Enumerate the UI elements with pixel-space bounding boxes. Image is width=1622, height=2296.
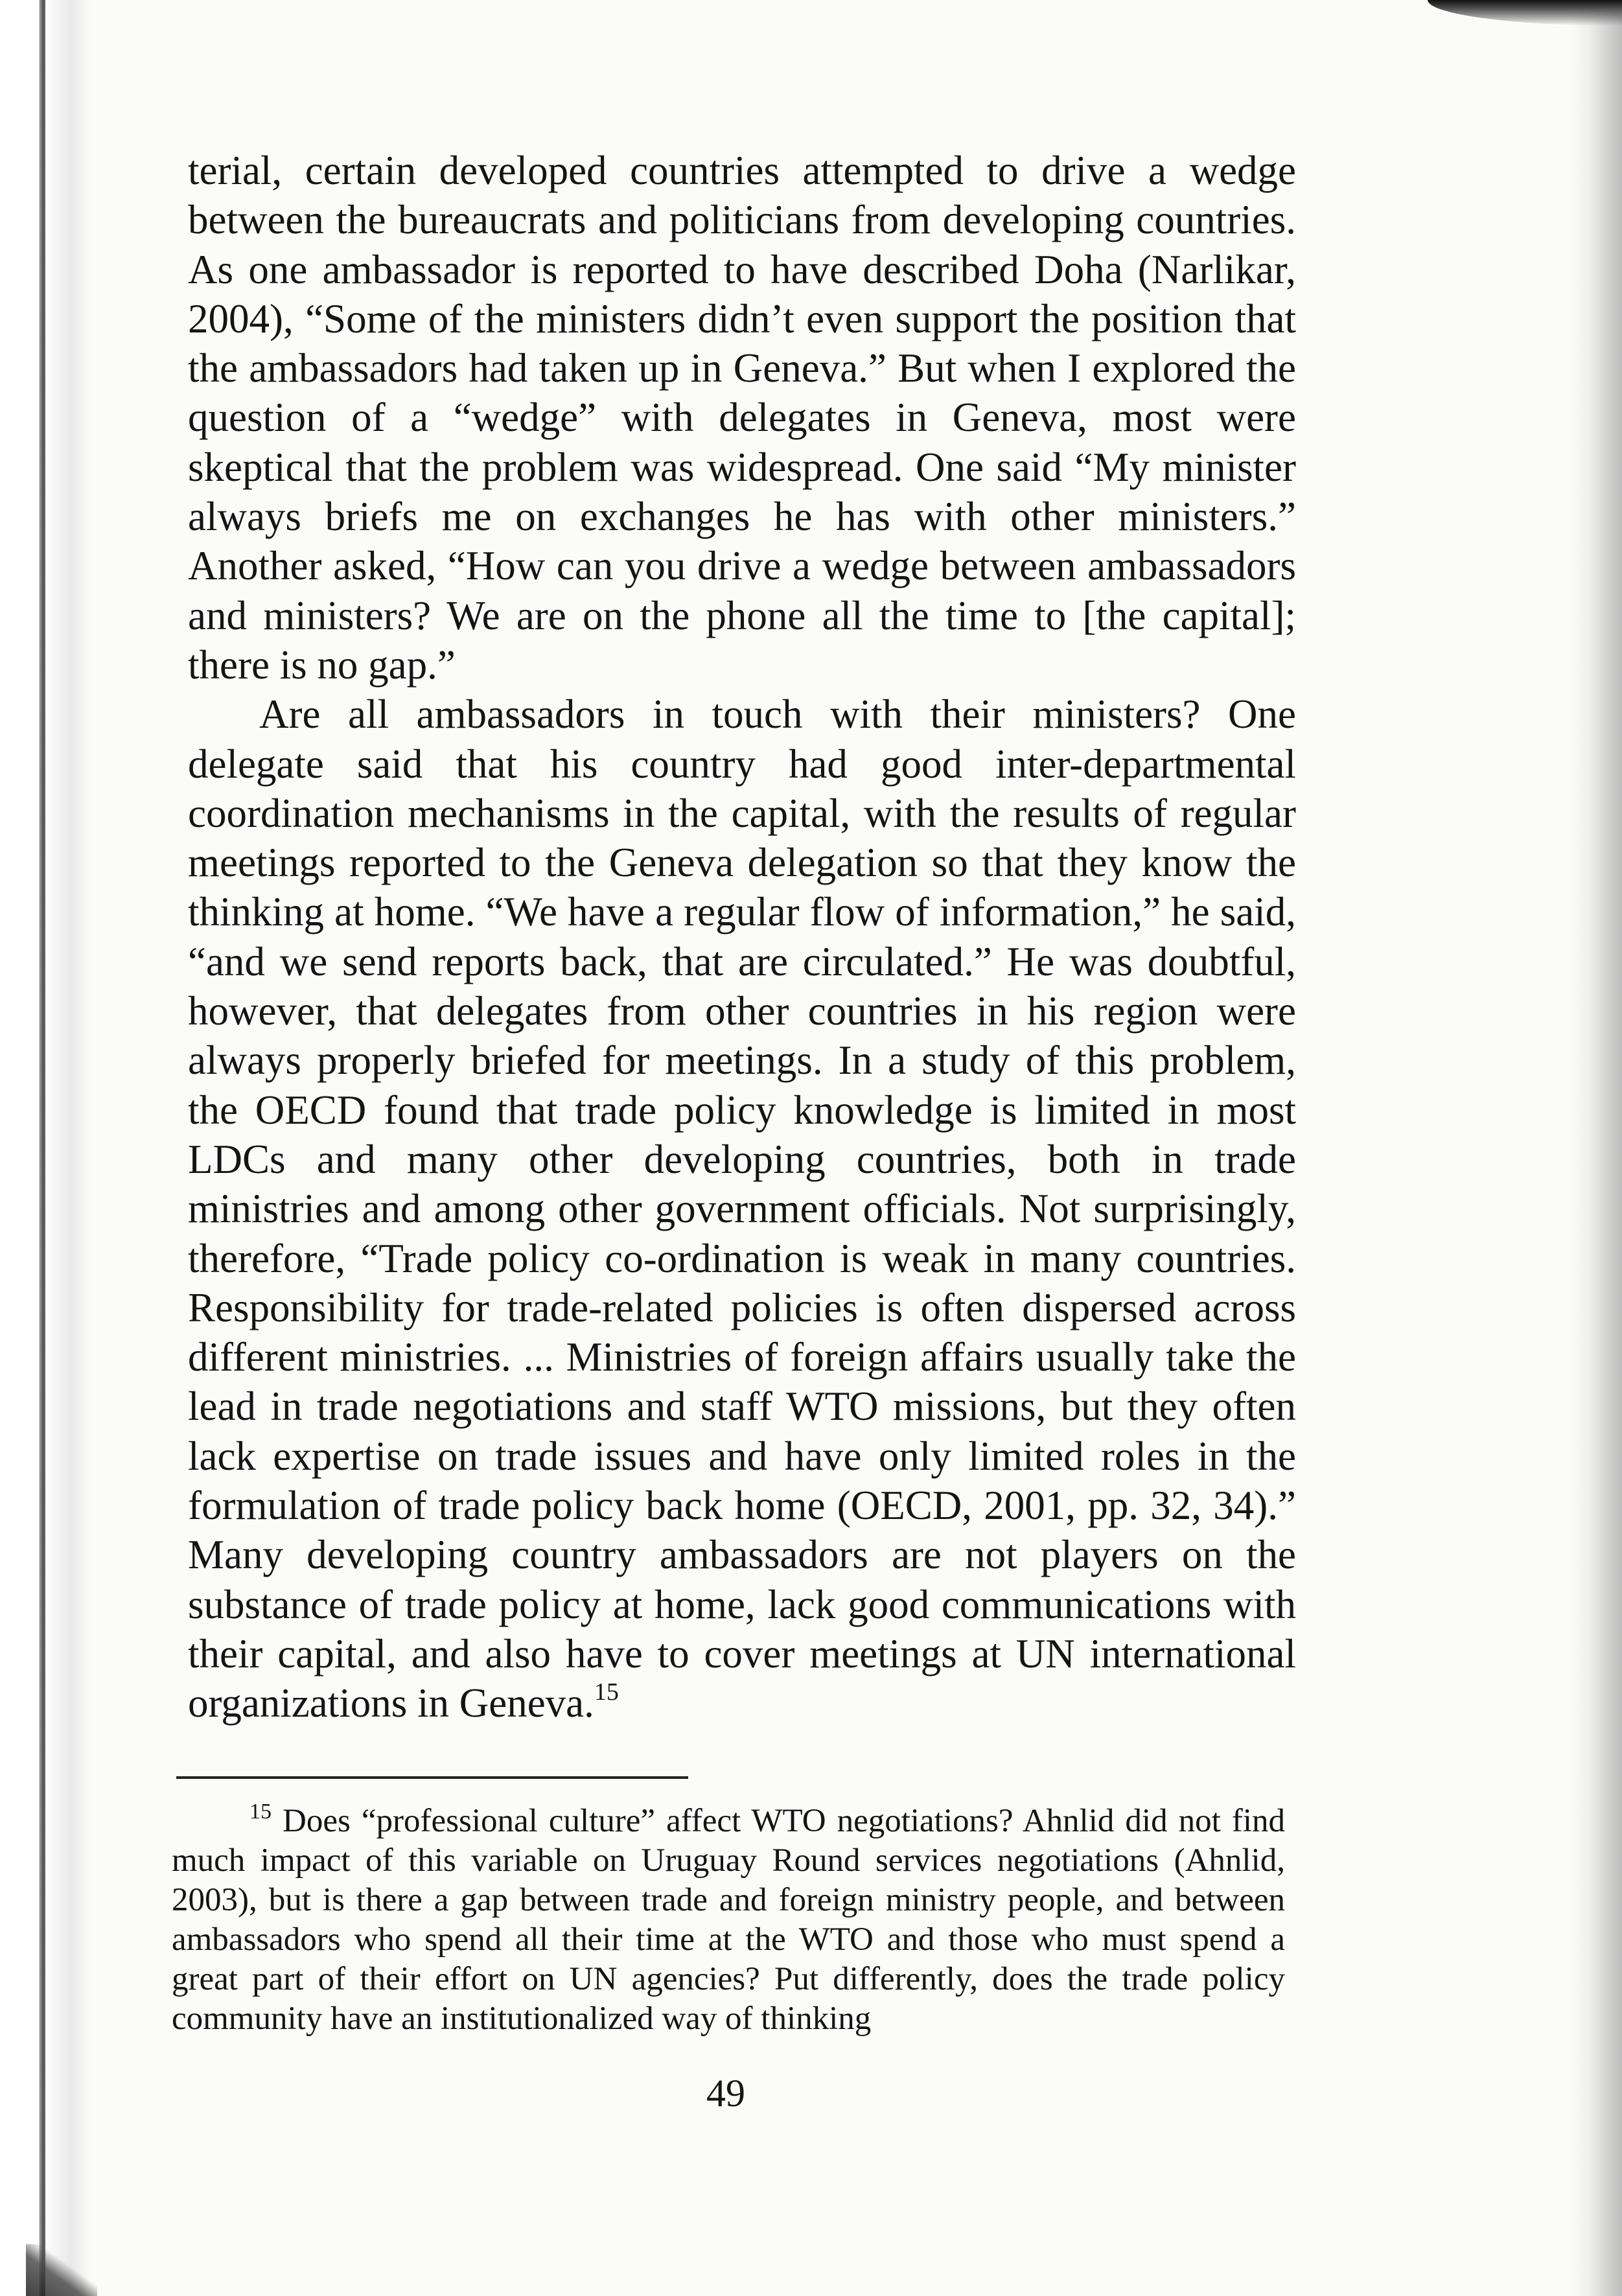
paragraph bbox=[188, 690, 1296, 1728]
footnote-divider bbox=[176, 1776, 688, 1779]
binding-shadow bbox=[26, 2244, 97, 2296]
paragraph-text: Are all ambassadors in touch with their ministers? One delegate said that his country had good inter-departmental coordination mechanisms in the capital, with the results of regular meetings reported to the Geneva delegation so that they know the thinking at home. “We have a regular flow of information,” he said, “and we send reports back, that are circulated.” He was doubtful, however, that delegates from other countries in his region were always properly briefed for meetings. In a study of this problem, the OECD found that trade policy knowledge is limited in most LDCs and many other developing countries, both in trade ministries and among other government officials. Not surprisingly, therefore, “Trade policy co-ordination is weak in many countries. Responsibility for trade-related policies is often dispersed across different ministries. ... Ministries of foreign affairs usually take the lead in trade negotiations and staff WTO missions, but they often lack expertise on trade issues and have only limited roles in the formulation of trade policy back home (OECD, 2001, pp. 32, 34).” Many developing country ambassadors are not players on the substance of trade policy at home, lack good communications with their capital, and also have to cover meetings at UN international organizations in Geneva. bbox=[188, 691, 1296, 1726]
footnote bbox=[172, 1802, 1285, 2039]
footnote-reference: 15 bbox=[594, 1678, 619, 1706]
page-number: 49 bbox=[706, 2072, 745, 2115]
binding-edge bbox=[0, 0, 91, 2296]
binding-line bbox=[41, 0, 45, 2296]
paragraph bbox=[188, 146, 1296, 690]
footnote-text: Does “professional culture” affect WTO negotiations? Ahnlid did not find much impact of this variable on Uruguay Round services negotiations (Ahnlid, 2003), but is there a gap between trade and foreign ministry people, and between ambassadors who spend all their time at the WTO and those who must spend a great part of their effort on UN agencies? Put differently, does the trade policy community have an institutionalized way of thinking bbox=[172, 1803, 1285, 2037]
footnote-number: 15 bbox=[249, 1800, 272, 1824]
paragraph-text: terial, certain developed countries attempted to drive a wedge between the bureaucrats and politicians from developing countries. As one ambassador is reported to have described Doha (Narlikar, 2004), “Some of the ministers didn’t even support the position that the ambassadors had taken up in Geneva.” But when I explored the question of a “wedge” with delegates in Geneva, most were skeptical that the problem was widespread. One said “My minister always briefs me on exchanges he has with other ministers.” Another asked, “How can you drive a wedge between ambassadors and ministers? We are on the phone all the time to [the capital]; there is no gap.” bbox=[188, 148, 1296, 688]
page-edge-shadow bbox=[1570, 0, 1622, 2296]
main-text bbox=[188, 146, 1296, 1728]
page-corner-shadow bbox=[1428, 0, 1622, 26]
